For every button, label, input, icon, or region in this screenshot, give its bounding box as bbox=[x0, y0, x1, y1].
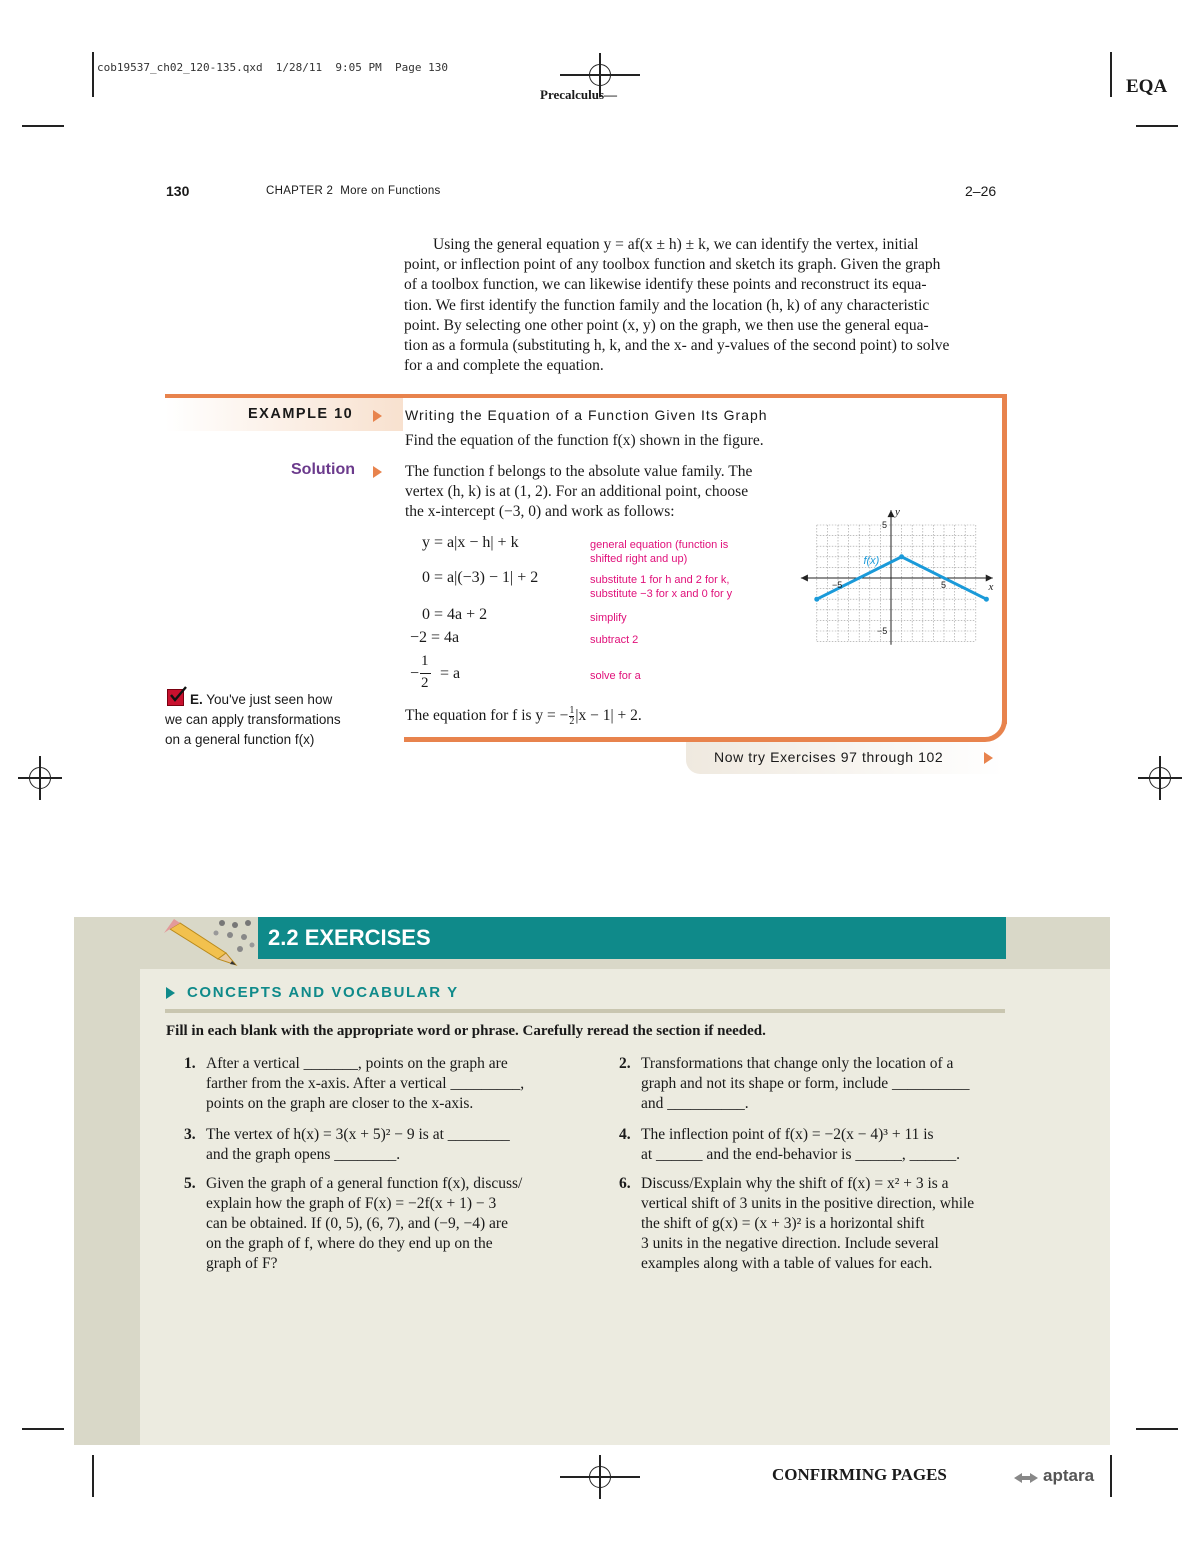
step-2-note bbox=[590, 573, 732, 601]
example-arrow-icon bbox=[373, 409, 382, 427]
page-number: 130 bbox=[166, 183, 190, 199]
exercise-line: and the graph opens ________. bbox=[206, 1146, 401, 1163]
step-2-math: 0 = a|(−3) − 1| + 2 bbox=[422, 569, 539, 586]
exercise-6 bbox=[619, 1174, 1019, 1278]
exercise-line: The vertex of h(x) = 3(x + 5)² − 9 is at ________ bbox=[206, 1126, 510, 1143]
fraction-sign: − bbox=[410, 665, 420, 682]
registration-line-top bbox=[560, 74, 640, 76]
margin-note-line: on a general function f(x) bbox=[165, 732, 315, 747]
tick-label-y-top: 5 bbox=[882, 520, 888, 530]
section-page: 2–26 bbox=[965, 183, 997, 199]
curve-point bbox=[814, 597, 819, 602]
margin-note bbox=[165, 690, 341, 750]
slug-file-info: cob19537_ch02_120-135.qxd 1/28/11 9:05 PM Page 130 bbox=[97, 61, 448, 74]
margin-note-line bbox=[165, 690, 341, 710]
exercise-line: on the graph of f, where do they end up on the bbox=[206, 1235, 493, 1252]
exercise-line: graph and not its shape or form, include __________ bbox=[641, 1075, 970, 1092]
tick-label-x-right: 5 bbox=[941, 580, 947, 590]
conclusion-suffix: |x − 1| + 2. bbox=[575, 707, 642, 725]
note-line: shifted right and up) bbox=[590, 553, 688, 565]
function-graph bbox=[785, 465, 1000, 665]
step-3-note: simplify bbox=[590, 612, 627, 624]
example-title: Writing the Equation of a Function Given Its Graph bbox=[405, 407, 768, 423]
curve-point bbox=[984, 597, 989, 602]
exercise-line: explain how the graph of F(x) = −2f(x + 1) − 3 bbox=[206, 1195, 497, 1212]
intro-line: for a and complete the equation. bbox=[404, 357, 604, 375]
frac-den: 2 bbox=[569, 716, 575, 727]
conclusion-fraction bbox=[569, 706, 574, 727]
exercise-2 bbox=[619, 1054, 1009, 1118]
intro-line: tion as a formula (substituting h, k, and the x- and y-values of the second point) to solve bbox=[404, 337, 950, 355]
x-axis-arrow-left bbox=[801, 575, 808, 582]
intro-line: of a toolbox function, we can likewise identify these points and reconstruct its equa- bbox=[404, 276, 927, 294]
exercise-5 bbox=[184, 1174, 584, 1278]
y-axis-label: y bbox=[895, 506, 900, 519]
fraction-rhs: = a bbox=[440, 665, 461, 682]
conclusion bbox=[405, 706, 642, 727]
registration-line-bottom bbox=[560, 1476, 640, 1478]
tick-label-x-left: −5 bbox=[832, 580, 843, 590]
exercise-number: 4. bbox=[619, 1126, 631, 1143]
exercise-line: After a vertical _______, points on the graph are bbox=[206, 1055, 508, 1072]
now-try-text: Now try Exercises 97 through 102 bbox=[714, 749, 944, 765]
exercise-4 bbox=[619, 1125, 1009, 1169]
slug-eqa: EQA bbox=[1126, 76, 1168, 97]
chapter-title: CHAPTER 2 More on Functions bbox=[266, 185, 441, 197]
margin-note-line: we can apply transformations bbox=[165, 712, 341, 727]
exercise-number: 6. bbox=[619, 1175, 631, 1192]
exercise-line: and __________. bbox=[641, 1095, 749, 1112]
exercise-number: 3. bbox=[184, 1126, 196, 1143]
note-line: substitute −3 for x and 0 for y bbox=[590, 588, 733, 600]
exercise-number: 1. bbox=[184, 1055, 196, 1072]
solution-line: The function f belongs to the absolute value family. The bbox=[405, 463, 753, 480]
step-5-note: solve for a bbox=[590, 670, 641, 682]
note-line: substitute 1 for h and 2 for k, bbox=[590, 574, 730, 586]
intro-line: Using the general equation y = af(x ± h) ± k, we can identify the vertex, initial bbox=[433, 236, 919, 253]
registration-mark-right bbox=[1138, 756, 1182, 800]
example-prompt: Find the equation of the function f(x) shown in the figure. bbox=[405, 432, 764, 449]
footer-brand: aptara bbox=[1043, 1466, 1095, 1485]
frac-num: 1 bbox=[569, 705, 575, 716]
x-axis-label: x bbox=[988, 581, 994, 593]
exercise-3 bbox=[184, 1125, 564, 1169]
subhead-rule bbox=[165, 1009, 1005, 1013]
exercise-line: vertical shift of 3 units in the positive direction, while bbox=[641, 1195, 975, 1212]
intro-paragraph bbox=[404, 235, 1004, 376]
registration-mark-left bbox=[18, 756, 62, 800]
exercise-line: Discuss/Explain why the shift of f(x) = x² + 3 is a bbox=[641, 1175, 949, 1192]
step-1-note bbox=[590, 538, 728, 566]
exercise-line: points on the graph are closer to the x-axis. bbox=[206, 1095, 474, 1112]
pencil-icon bbox=[160, 915, 260, 967]
example-frame-top bbox=[165, 394, 1007, 398]
exercise-line: examples along with a table of values for each. bbox=[641, 1255, 933, 1272]
margin-note-letter: E. bbox=[190, 692, 203, 707]
exercises-panel-margin bbox=[74, 917, 140, 1445]
exercise-line: graph of F? bbox=[206, 1255, 278, 1272]
fraction-denominator: 2 bbox=[421, 675, 429, 691]
exercise-line: The inflection point of f(x) = −2(x − 4)³ + 11 is bbox=[641, 1126, 934, 1143]
note-line: general equation (function is bbox=[590, 539, 729, 551]
exercises-instructions: Fill in each blank with the appropriate word or phrase. Carefully reread the section if needed. bbox=[166, 1023, 766, 1039]
example-label: EXAMPLE 10 bbox=[248, 406, 354, 422]
step-3-math: 0 = 4a + 2 bbox=[422, 606, 488, 623]
exercise-number: 2. bbox=[619, 1055, 631, 1072]
footer-confirming: CONFIRMING PAGES bbox=[772, 1465, 947, 1484]
fraction-bar bbox=[420, 673, 431, 674]
solution-arrow-icon bbox=[373, 465, 382, 483]
exercise-number: 5. bbox=[184, 1175, 196, 1192]
solution-text bbox=[405, 462, 795, 523]
intro-line: tion. We first identify the function family and the location (h, k) of any characteristic bbox=[404, 296, 930, 314]
exercises-title: 2.2 EXERCISES bbox=[268, 925, 431, 950]
exercise-line: can be obtained. If (0, 5), (6, 7), and (−9, −4) are bbox=[206, 1215, 508, 1232]
tick-label-y-bottom: −5 bbox=[877, 626, 888, 636]
exercise-line: Transformations that change only the location of a bbox=[641, 1055, 954, 1072]
step-4-note: subtract 2 bbox=[590, 634, 639, 646]
y-axis-arrow bbox=[888, 510, 895, 517]
example-frame-corner bbox=[952, 694, 1007, 742]
solution-line: vertex (h, k) is at (1, 2). For an additional point, choose bbox=[405, 483, 749, 501]
now-try-arrow-icon bbox=[984, 751, 993, 769]
conclusion-prefix: The equation for f is y = − bbox=[405, 707, 569, 725]
exercise-line: Given the graph of a general function f(x), discuss/ bbox=[206, 1175, 523, 1192]
exercise-1 bbox=[184, 1054, 564, 1118]
example-frame-right bbox=[1002, 394, 1007, 724]
exercise-line: at ______ and the end-behavior is ______, ______. bbox=[641, 1146, 960, 1163]
curve-point bbox=[899, 554, 904, 559]
exercises-subhead: CONCEPTS AND VOCABULAR Y bbox=[187, 984, 459, 1001]
intro-line: point. By selecting one other point (x, y) on the graph, we then use the general equa- bbox=[404, 316, 929, 334]
exercise-line: the shift of g(x) = (x + 3)² is a horizontal shift bbox=[641, 1215, 925, 1232]
subhead-arrow-icon bbox=[166, 986, 175, 1004]
solution-line: the x-intercept (−3, 0) and work as follows: bbox=[405, 503, 675, 521]
solution-label: Solution bbox=[291, 461, 355, 478]
curve-label: f(x) bbox=[863, 555, 880, 568]
fraction-numerator: 1 bbox=[421, 653, 429, 669]
exercise-line: farther from the x-axis. After a vertical _________, bbox=[206, 1075, 525, 1092]
exercise-line: 3 units in the negative direction. Include several bbox=[641, 1235, 939, 1252]
graph-labels bbox=[832, 506, 994, 636]
step-1-math: y = a|x − h| + k bbox=[422, 534, 519, 551]
margin-note-text: You've just seen how bbox=[206, 692, 333, 707]
slug-book: Precalculus— bbox=[540, 87, 618, 102]
step-5-math bbox=[410, 653, 480, 695]
graph-axes bbox=[801, 510, 993, 645]
intro-line: point, or inflection point of any toolbox function and sketch its graph. Given the graph bbox=[404, 256, 941, 274]
aptara-logo-icon bbox=[1012, 1470, 1040, 1491]
step-4-math: −2 = 4a bbox=[410, 629, 460, 646]
